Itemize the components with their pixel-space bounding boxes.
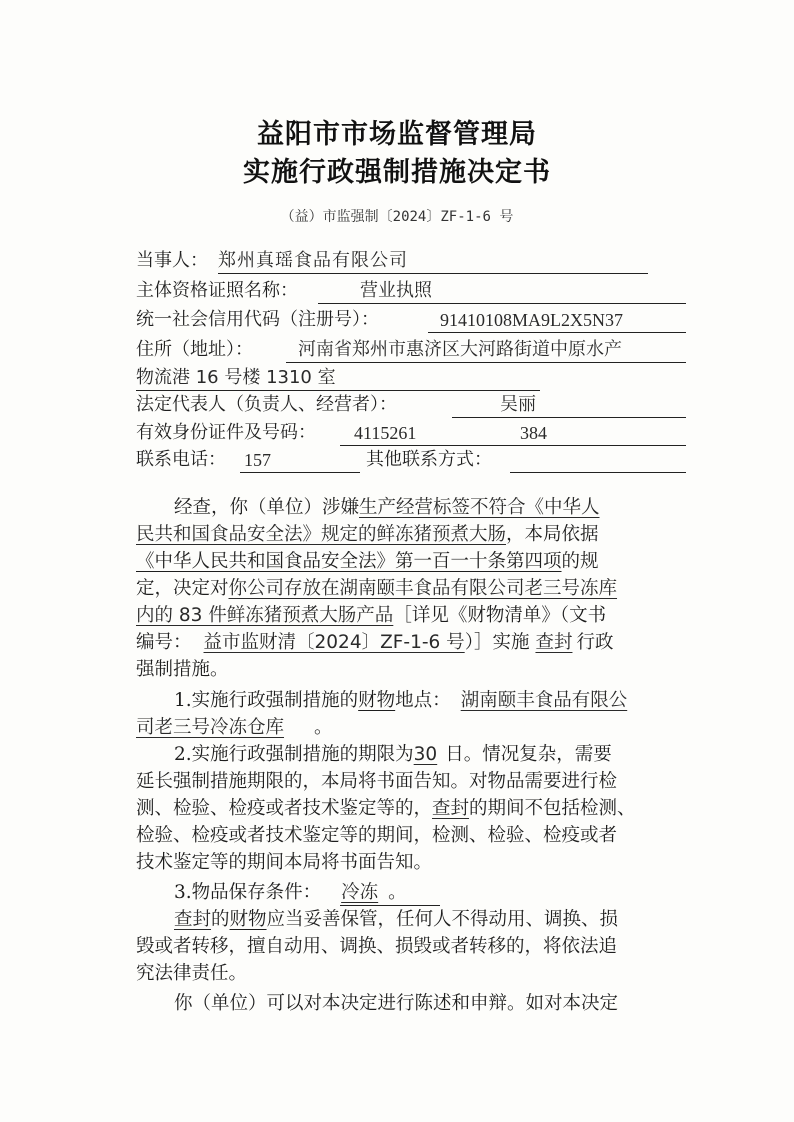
document-number: （益）市监强制〔2024〕ZF-1-6 号 [280, 209, 514, 225]
paragraph-1-line-7 [136, 657, 229, 683]
text-segment: 财物 [358, 690, 396, 711]
text-segment: 应当妥善保管，任何人不得动用、调换、损 [266, 909, 619, 930]
text-segment: 延长强制措施期限的，本局将书面告知。对物品需要进行检 [136, 771, 618, 792]
party-label: 当事人： [136, 250, 208, 271]
text-segment: 经查，你（单位）涉嫌 [174, 497, 360, 518]
phone-label: 联系电话： [136, 449, 226, 470]
text-segment: 定，决定对 [136, 578, 229, 599]
license-label: 主体资格证照名称： [136, 280, 298, 301]
paragraph-4-line-1 [174, 880, 407, 906]
address-label: 住所（地址）： [136, 339, 253, 360]
address-underline-2 [136, 390, 540, 391]
text-segment: 行政 [576, 632, 614, 653]
phone-number: 157 [244, 450, 271, 470]
text-segment: 究法律责任。 [136, 963, 248, 984]
text-segment: ）］实施 [464, 632, 530, 653]
legal-rep-label: 法定代表人（负责人、经营者）： [136, 394, 397, 415]
id-label: 有效身份证件及号码： [136, 422, 316, 443]
storage-location-cont: 司老三号冷冻仓库 [136, 717, 285, 738]
credit-code: 91410108MA9L2X5N37 [440, 310, 623, 330]
paragraph-5-line-2 [136, 934, 617, 960]
text-segment: 测、检验、检疫或者技术鉴定等的， [136, 798, 433, 819]
paragraph-6-line-1 [174, 991, 618, 1017]
text-segment: 检验、检疫或者技术鉴定等的期间，检测、检验、检疫或者 [136, 825, 618, 846]
text-segment: 毁或者转移，擅自动用、调换、损毁或者转移的，将依法追 [136, 936, 618, 957]
other-contact-label: 其他联系方式： [366, 449, 492, 470]
storage-condition: 冷冻 [341, 882, 379, 903]
paragraph-5-line-3 [136, 961, 247, 987]
paragraph-5-line-1 [174, 907, 618, 933]
text-segment: 编号： [136, 632, 192, 653]
paragraph-1-line-2 [136, 522, 599, 548]
text-segment: 的期间不包括检测、 [469, 798, 636, 819]
paragraph-2-line-2 [136, 715, 333, 741]
paragraph-1-line-3 [136, 549, 599, 575]
text-segment: 的 [211, 909, 230, 930]
violation-description-cont: 民共和国食品安全法》规定的鲜冻猪预煮大肠 [136, 524, 507, 545]
text-segment: 财物 [229, 909, 267, 930]
paragraph-3-line-1 [174, 742, 612, 768]
text-segment: 地点： [395, 690, 451, 711]
text-segment: 强制措施。 [136, 659, 229, 680]
document-title: 实施行政强制措施决定书 [243, 157, 551, 188]
paragraph-1-line-5 [136, 603, 606, 629]
text-segment: 日。情况复杂，需要 [445, 744, 612, 765]
measure-type: 查封 [535, 632, 573, 653]
credit-code-label: 统一社会信用代码（注册号）： [136, 309, 379, 330]
seized-goods-location: 你公司存放在湖南颐丰食品有限公司老三号冻库 [228, 578, 618, 599]
legal-rep-name: 吴丽 [500, 394, 536, 415]
measure-duration-days: 30 [413, 744, 438, 765]
legal-rep-underline [452, 417, 686, 418]
issuing-authority-title: 益阳市市场监督管理局 [257, 119, 537, 150]
inventory-doc-number: 益市监财清〔2024〕ZF-1-6 号 [203, 632, 465, 653]
address-line-2: 物流港 16 号楼 1310 室 [136, 367, 336, 388]
address-underline-1 [286, 362, 686, 363]
storage-location: 湖南颐丰食品有限公 [460, 690, 628, 711]
other-contact-underline [510, 472, 686, 473]
id-number-part-b: 384 [520, 423, 547, 443]
text-segment: 的规 [561, 551, 599, 572]
text-segment: ［详见《财物清单》（文书 [393, 605, 607, 626]
id-underline [340, 445, 686, 446]
text-segment: 。 [388, 882, 407, 903]
license-name: 营业执照 [360, 280, 432, 301]
address-line-1: 河南省郑州市惠济区大河路街道中原水产 [298, 339, 622, 360]
violation-description: 生产经营标签不符合《中华人 [359, 497, 600, 518]
paragraph-3-line-4 [136, 823, 617, 849]
text-segment: 1.实施行政强制措施的 [174, 690, 359, 711]
paragraph-1-line-6 [136, 630, 613, 656]
paragraph-3-line-2 [136, 769, 617, 795]
credit-code-underline [428, 332, 686, 333]
text-segment: 。 [314, 717, 333, 738]
party-name: 郑州真瑶食品有限公司 [218, 250, 408, 271]
paragraph-1-line-4 [136, 576, 617, 602]
paragraph-1-line-1 [174, 495, 600, 521]
storage-condition-underline [340, 905, 440, 906]
phone-underline [240, 472, 360, 473]
party-underline [218, 273, 648, 274]
paragraph-3-line-5 [136, 850, 432, 876]
text-segment: 你（单位）可以对本决定进行陈述和申辩。如对本决定 [174, 993, 619, 1014]
text-segment: 查封 [174, 909, 212, 930]
seized-goods-description: 内的 83 件鲜冻猪预煮大肠产品 [136, 605, 394, 626]
text-segment: 技术鉴定等的期间本局将书面告知。 [136, 852, 433, 873]
paragraph-3-line-3 [136, 796, 636, 822]
id-number-part-a: 4115261 [354, 423, 417, 443]
text-segment: 查封 [432, 798, 470, 819]
text-segment: ，本局依据 [506, 524, 599, 545]
paragraph-2-line-1 [174, 688, 627, 714]
legal-basis: 《中华人民共和国食品安全法》第一百一十条第四项 [136, 551, 562, 572]
license-underline [318, 303, 686, 304]
text-segment: 2.实施行政强制措施的期限为 [174, 744, 414, 765]
text-segment: 3.物品保存条件： [174, 882, 322, 903]
